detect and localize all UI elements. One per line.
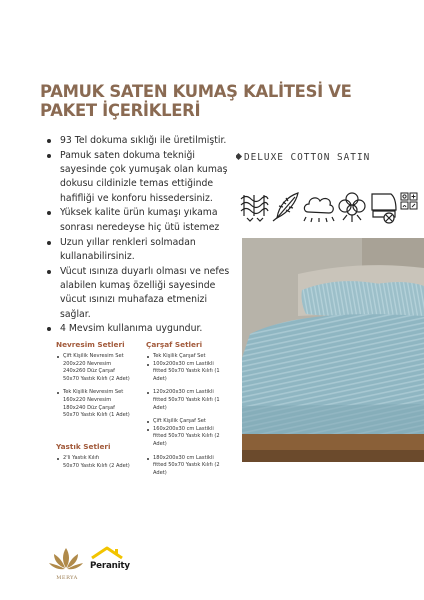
- section-line: 100x200x30 cm Lastikli: [146, 361, 242, 369]
- carsaf-section: [146, 340, 242, 477]
- feature-item: 4 Mevsim kullanıma uygundur.: [46, 322, 240, 336]
- section-line: 200x220 Nevresim: [63, 360, 112, 367]
- section-line: 2'li Yastık Kılıfı: [56, 455, 152, 463]
- section-line: Çift Kişilik Çarşaf Set: [146, 418, 242, 426]
- section-line: 180x200x30 cm Lastikli: [146, 455, 242, 463]
- bed-product-photo: [242, 238, 424, 462]
- yastik-list: [56, 455, 152, 470]
- merya-logo-icon: [48, 544, 84, 576]
- section-line: 50x70 Yastık Kılıfı (1 Adet): [63, 412, 130, 419]
- section-line: 160x220 Nevresim: [63, 396, 112, 403]
- four-seasons-icon: [400, 190, 418, 224]
- section-line: fitted 50x70 Yastık Kılıfı (1: [153, 368, 220, 375]
- bed-illustration: [242, 238, 424, 462]
- cloud-comfort-icon: [302, 190, 336, 224]
- feature-item: Vücut ısınıza duyarlı olması ve nefes alabilen kumaş özelliği sayesinde vücut ısınızı muhafaza etmenizi sağlar.: [46, 265, 240, 322]
- section-line: 50x70 Yastık Kılıfı (2 Adet): [63, 375, 130, 382]
- section-line: Tek Kişilik Çarşaf Set: [146, 353, 242, 361]
- no-iron-icon: [369, 190, 399, 224]
- feature-item: 93 Tel dokuma sıklığı ile üretilmiştir.: [46, 134, 240, 148]
- section-line: fitted 50x70 Yastık Kılıfı (1: [153, 396, 220, 403]
- soft-feather-icon: [271, 190, 301, 224]
- thread-quality-icon: [238, 190, 270, 224]
- diamond-icon: [236, 153, 242, 160]
- yastik-section: [56, 442, 152, 470]
- section-line: fitted 50x70 Yastık Kılıfı (2: [153, 462, 220, 469]
- peranity-logo-text: Peranity: [90, 561, 130, 571]
- section-line: 50x70 Yastık Kılıfı (2 Adet): [63, 462, 130, 469]
- nevresim-title: Nevresim Setleri: [56, 340, 125, 349]
- nevresim-list: [56, 353, 152, 420]
- deluxe-cotton-satin-heading: [236, 152, 422, 166]
- section-line: Tek Kişilik Nevresim Set: [56, 389, 152, 397]
- section-line: 120x200x30 cm Lastikli: [146, 389, 242, 397]
- nevresim-section: [56, 340, 152, 420]
- feature-list: [46, 134, 240, 337]
- section-line: 160x200x30 cm Lastikli: [146, 426, 242, 434]
- section-line: fitted 50x70 Yastık Kılıfı (2: [153, 433, 220, 440]
- section-line: Adet): [153, 469, 167, 476]
- carsaf-title: Çarşaf Setleri: [146, 340, 203, 349]
- cotton-flower-icon: [337, 190, 367, 224]
- yastik-title: Yastık Setleri: [56, 442, 111, 451]
- section-line: Adet): [153, 375, 167, 382]
- section-line: 240x260 Düz Çarşaf: [63, 368, 115, 375]
- section-line: Adet): [153, 440, 167, 447]
- feature-icons-row: [238, 190, 418, 230]
- section-line: Adet): [153, 404, 167, 411]
- feature-item: Yüksek kalite ürün kumaşı yıkama sonrası neredeyse hiç ütü istemez: [46, 206, 240, 235]
- page-title: PAMUK SATEN KUMAŞ KALİTESİ VE PAKET İÇERİKLERİ: [40, 82, 352, 120]
- carsaf-list: [146, 353, 242, 477]
- feature-item: Uzun yıllar renkleri solmadan kullanabilirsiniz.: [46, 236, 240, 265]
- section-line: 180x240 Düz Çarşaf: [63, 404, 115, 411]
- feature-item: Pamuk saten dokuma tekniği sayesinde çok yumuşak olan kumaş dokusu cildinizle temas ettiğinde hafifliği ve konforu hissedersiniz.: [46, 149, 240, 206]
- brand-line-text: DELUXE COTTON SATIN: [244, 152, 371, 163]
- section-line: Çift Kişilik Nevresim Set: [56, 353, 152, 361]
- merya-logo-text: MERYA: [56, 575, 78, 581]
